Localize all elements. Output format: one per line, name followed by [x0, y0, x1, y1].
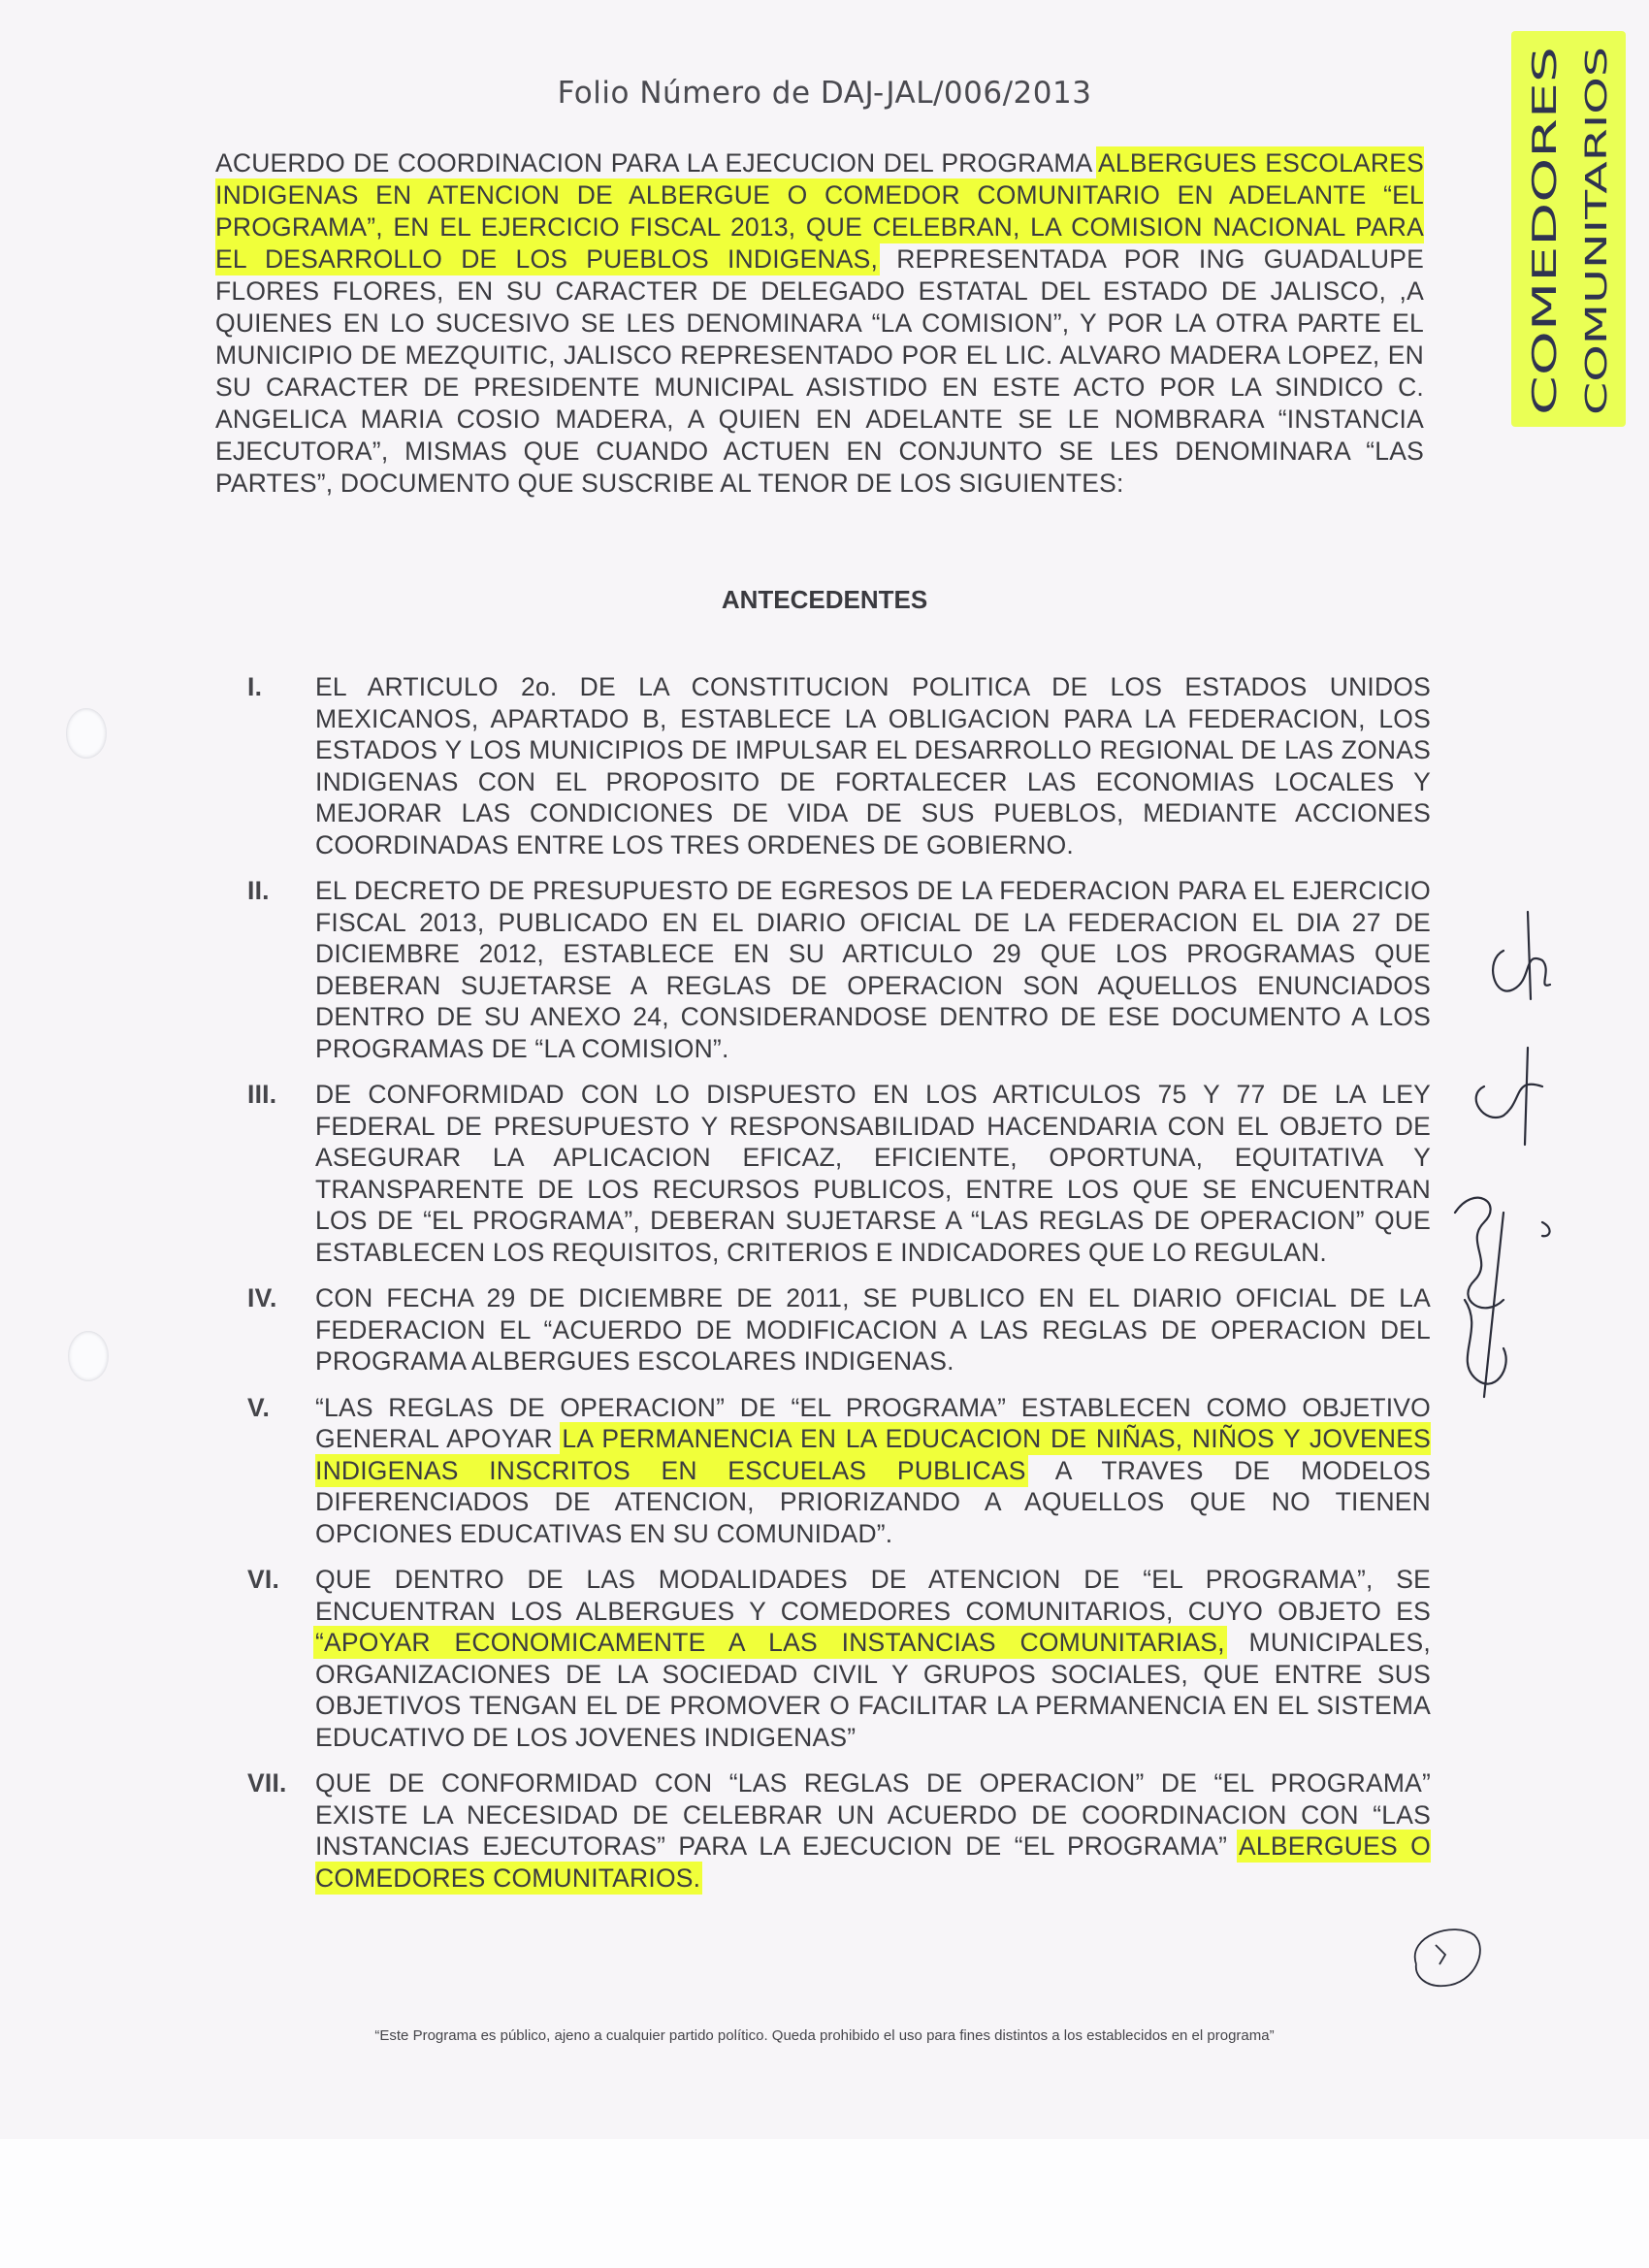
item-number: VI.	[247, 1565, 280, 1594]
item-text-part: EL DECRETO DE PRESUPUESTO DE EGRESOS DE LA FEDERACION PARA EL EJERCICIO FISCAL 2013, PUBLICADO EN EL DIARIO OFICIAL DE LA FEDERACION EL DIA 27 DE DICIEMBRE 2012, ESTABLECE EN SU ARTICULO 29 QUE LOS PROGRAMAS QUE DEBERAN SUJETARSE A REGLAS DE OPERACION SON AQUELLOS ENUNCIADOS DENTRO DE SU ANEXO 24, CONSIDERANDOSE DENTRO DE ESE DOCUMENTO A LOS PROGRAMAS DE “LA COMISION”.	[315, 876, 1431, 1063]
scan-margin	[0, 2139, 1649, 2268]
item-number: I.	[247, 672, 263, 701]
item-highlight: “APOYAR ECONOMICAMENTE A LAS INSTANCIAS COMUNITARIAS,	[315, 1628, 1225, 1657]
punch-hole	[68, 1331, 109, 1381]
list-item	[247, 1392, 1431, 1550]
intro-highlight: ALBERGUES ESCOLARES INDIGENAS EN ATENCION DE ALBERGUE O COMEDOR COMUNITARIO EN ADELANTE “EL PROGRAMA”, EN EL EJERCICIO FISCAL 2013, QUE CELEBRAN, LA COMISION NACIONAL PARA EL DESARROLLO DE LOS PUEBLOS INDIGENAS,	[215, 148, 1424, 274]
intro-text-end: REPRESENTADA POR ING GUADALUPE FLORES FLORES, EN SU CARACTER DE DELEGADO ESTATAL DEL ESTADO DE JALISCO, ,A QUIENES EN LO SUCESIVO SE LES DENOMINARA “LA COMISION”, Y POR LA OTRA PARTE EL MUNICIPIO DE MEZQUITIC, JALISCO REPRESENTADO POR EL LIC. ALVARO MADERA LOPEZ, EN SU CARACTER DE PRESIDENTE MUNICIPAL ASISTIDO EN ESTE ACTO POR LA SINDICO C. ANGELICA MARIA COSIO MADERA, A QUIEN EN ADELANTE SE LE NOMBRARA “INSTANCIA EJECUTORA”, MISMAS QUE CUANDO ACTUEN EN CONJUNTO SE LES DENOMINARA “LAS PARTES”, DOCUMENTO QUE SUSCRIBE AL TENOR DE LOS SIGUIENTES:	[215, 244, 1424, 498]
signature-stroke	[1542, 1222, 1550, 1236]
item-text	[315, 1282, 1431, 1377]
folio-number: Folio Número de DAJ-JAL/006/2013	[557, 76, 1092, 111]
item-text-part: QUE DENTRO DE LAS MODALIDADES DE ATENCION DE “EL PROGRAMA”, SE ENCUENTRAN LOS ALBERGUES Y COMEDORES COMUNITARIOS, CUYO OBJETO ES	[315, 1565, 1431, 1626]
signature-stroke	[1525, 1048, 1528, 1145]
handwritten-note-drawing	[1511, 31, 1626, 427]
intro-paragraph	[215, 147, 1424, 500]
section-heading: ANTECEDENTES	[721, 585, 928, 614]
item-text-part: EL ARTICULO 2o. DE LA CONSTITUCION POLITICA DE LOS ESTADOS UNIDOS MEXICANOS, APARTADO B, ESTABLECE LA OBLIGACION PARA LA FEDERACION, LOS ESTADOS Y LOS MUNICIPIOS DE IMPULSAR EL DESARROLLO REGIONAL DE LAS ZONAS INDIGENAS CON EL PROPOSITO DE FORTALECER LAS ECONOMIAS LOCALES Y MEJORAR LAS CONDICIONES DE VIDA DE SUS PUEBLOS, MEDIANTE ACCIONES COORDINADAS ENTRE LOS TRES ORDENES DE GOBIERNO.	[315, 672, 1431, 859]
initials-stroke	[1436, 1945, 1445, 1964]
handwritten-sticky-note	[1511, 31, 1626, 427]
list-item	[247, 1282, 1431, 1377]
antecedentes-list	[247, 671, 1431, 1908]
initials-mark	[1397, 1916, 1494, 1993]
item-text-part: A TRAVES DE MODELOS DIFERENCIADOS DE ATENCION, PRIORIZANDO A AQUELLOS QUE NO TIENEN OPCIONES EDUCATIVAS EN SU COMUNIDAD”.	[315, 1455, 1431, 1548]
item-text	[315, 671, 1431, 860]
signature-stroke	[1484, 1213, 1504, 1397]
punch-hole	[66, 708, 107, 759]
item-text	[315, 1564, 1431, 1753]
list-item	[247, 1564, 1431, 1753]
signature-stroke	[1465, 1300, 1506, 1384]
item-number: III.	[247, 1080, 277, 1109]
item-text-part: MUNICIPALES, ORGANIZACIONES DE LA SOCIEDAD CIVIL Y GRUPOS SOCIALES, QUE ENTRE SUS OBJETIVOS TENGAN EL DE PROMOVER O FACILITAR LA PERMANENCIA EN EL SISTEMA EDUCATIVO DE LOS JOVENES INDIGENAS”	[315, 1628, 1431, 1752]
signature-marks	[1445, 892, 1562, 1436]
item-number: VII.	[247, 1768, 287, 1798]
item-highlight: ALBERGUES O COMEDORES COMUNITARIOS.	[315, 1831, 1431, 1893]
note-line-1: COMEDORES	[1526, 201, 1565, 415]
signature-stroke	[1493, 951, 1550, 991]
item-number: V.	[247, 1392, 271, 1422]
signature-stroke	[1476, 1085, 1542, 1118]
item-text	[315, 1392, 1431, 1550]
item-text	[315, 1079, 1431, 1268]
item-text	[315, 875, 1431, 1064]
footer-disclaimer: “Este Programa es público, ajeno a cualquier partido político. Queda prohibido el uso para fines distintos a los establecidos en el programa”	[374, 2027, 1275, 2044]
list-item	[247, 1079, 1431, 1268]
item-text	[315, 1767, 1431, 1894]
item-text-part: QUE DE CONFORMIDAD CON “LAS REGLAS DE OPERACION” DE “EL PROGRAMA” EXISTE LA NECESIDAD DE CELEBRAR UN ACUERDO DE COORDINACION CON “LAS INSTANCIAS EJECUTORAS” PARA LA EJECUCION DE “EL PROGRAMA”	[315, 1768, 1431, 1861]
note-line-2: COMUNITARIOS	[1580, 189, 1614, 415]
item-text-part: CON FECHA 29 DE DICIEMBRE DE 2011, SE PUBLICO EN EL DIARIO OFICIAL DE LA FEDERACION EL “ACUERDO DE MODIFICACION A LAS REGLAS DE OPERACION DEL PROGRAMA ALBERGUES ESCOLARES INDIGENAS.	[315, 1283, 1431, 1376]
item-number: II.	[247, 876, 270, 905]
item-highlight: LA PERMANENCIA EN LA EDUCACION DE NIÑAS, NIÑOS Y JOVENES INDIGENAS INSCRITOS EN ESCUELAS PUBLICAS	[315, 1424, 1431, 1485]
initials-stroke	[1415, 1929, 1480, 1986]
list-item	[247, 1767, 1431, 1894]
item-text-part: DE CONFORMIDAD CON LO DISPUESTO EN LOS ARTICULOS 75 Y 77 DE LA LEY FEDERAL DE PRESUPUESTO Y RESPONSABILIDAD HACENDARIA CON EL OBJETO DE ASEGURAR LA APLICACION EFICAZ, EFICIENTE, OPORTUNA, EQUITATIVA Y TRANSPARENTE DE LOS RECURSOS PUBLICOS, ENTRE LOS QUE SE ENCUENTRAN LOS DE “EL PROGRAMA”, DEBERAN SUJETARSE A “LAS REGLAS DE OPERACION” QUE ESTABLECEN LOS REQUISITOS, CRITERIOS E INDICADORES QUE LO REGULAN.	[315, 1080, 1431, 1267]
item-text-part: “LAS REGLAS DE OPERACION” DE “EL PROGRAMA” ESTABLECEN COMO OBJETIVO GENERAL APOYAR	[315, 1392, 1431, 1453]
signature-stroke	[1528, 912, 1531, 999]
list-item	[247, 671, 1431, 860]
intro-text-start: ACUERDO DE COORDINACION PARA LA EJECUCION DEL PROGRAMA	[215, 148, 1098, 178]
list-item	[247, 875, 1431, 1064]
item-number: IV.	[247, 1283, 277, 1312]
